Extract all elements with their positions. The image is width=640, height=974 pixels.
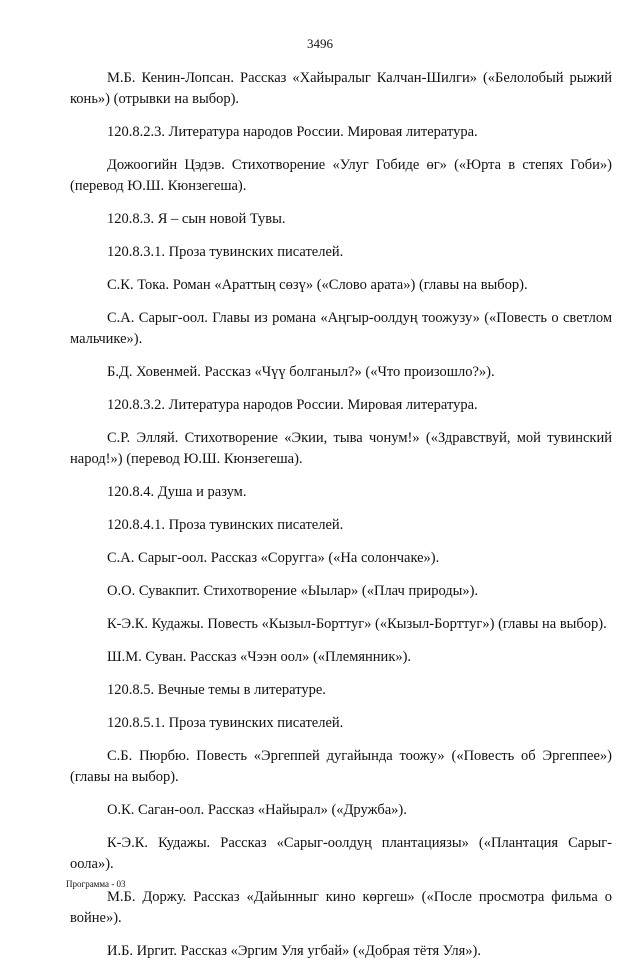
section-heading: 120.8.5.1. Проза тувинских писателей.: [107, 715, 344, 731]
paragraph: М.Б. Доржу. Рассказ «Дайынныг кино көргеш» («После просмотра фильма о войне»).: [70, 889, 612, 926]
paragraph: Ш.М. Суван. Рассказ «Чээн оол» («Племянник»).: [107, 649, 412, 665]
page-footer: Программа - 03: [66, 879, 126, 889]
paragraph: О.К. Саган-оол. Рассказ «Найырал» («Дружба»).: [107, 802, 407, 818]
paragraph: К-Э.К. Кудажы. Рассказ «Сарыг-оолдуң плантациязы» («Плантация Сарыг-оола»).: [70, 835, 612, 872]
paragraph: Дожоогийн Цэдэв. Стихотворение «Улуг Гобиде өг» («Юрта в степях Гоби») (перевод Ю.Ш. Кюнзегеша).: [70, 157, 612, 194]
section-heading: 120.8.2.3. Литература народов России. Мировая литература.: [107, 124, 478, 140]
document-body: [70, 68, 612, 974]
page-number: 3496: [307, 36, 333, 51]
paragraph: С.Р. Элляй. Стихотворение «Экии, тыва чонум!» («Здравствуй, мой тувинский народ!») (перевод Ю.Ш. Кюнзегеша).: [70, 430, 612, 467]
section-heading: 120.8.3. Я – сын новой Тувы.: [107, 211, 286, 227]
section-heading: 120.8.4. Душа и разум.: [107, 484, 247, 500]
paragraph: М.Б. Кенин-Лопсан. Рассказ «Хайыралыг Калчан-Шилги» («Белолобый рыжий конь») (отрывки на выбор).: [70, 70, 612, 107]
paragraph: С.Б. Пюрбю. Повесть «Эргеппей дугайында тоожу» («Повесть об Эргеппее») (главы на выбор).: [70, 748, 612, 785]
section-heading: 120.8.3.2. Литература народов России. Мировая литература.: [107, 397, 478, 413]
section-heading: 120.8.4.1. Проза тувинских писателей.: [107, 517, 344, 533]
paragraph: С.А. Сарыг-оол. Рассказ «Соругга» («На солончаке»).: [107, 550, 440, 566]
section-heading: 120.8.3.1. Проза тувинских писателей.: [107, 244, 344, 260]
paragraph: О.О. Сувакпит. Стихотворение «Ыылар» («Плач природы»).: [107, 583, 479, 599]
paragraph: К-Э.К. Кудажы. Повесть «Кызыл-Борттуг» («Кызыл-Борттуг») (главы на выбор).: [107, 616, 607, 632]
paragraph: С.А. Сарыг-оол. Главы из романа «Аңгыр-оолдуң тоожузу» («Повесть о светлом мальчике»).: [70, 310, 612, 347]
paragraph: Б.Д. Ховенмей. Рассказ «Чүү болганыл?» («Что произошло?»).: [107, 364, 495, 380]
paragraph: И.Б. Иргит. Рассказ «Эргим Уля угбай» («Добрая тётя Уля»).: [107, 943, 481, 959]
section-heading: 120.8.5. Вечные темы в литературе.: [107, 682, 326, 698]
paragraph: С.К. Тока. Роман «Араттың сөзү» («Слово арата») (главы на выбор).: [107, 277, 528, 293]
